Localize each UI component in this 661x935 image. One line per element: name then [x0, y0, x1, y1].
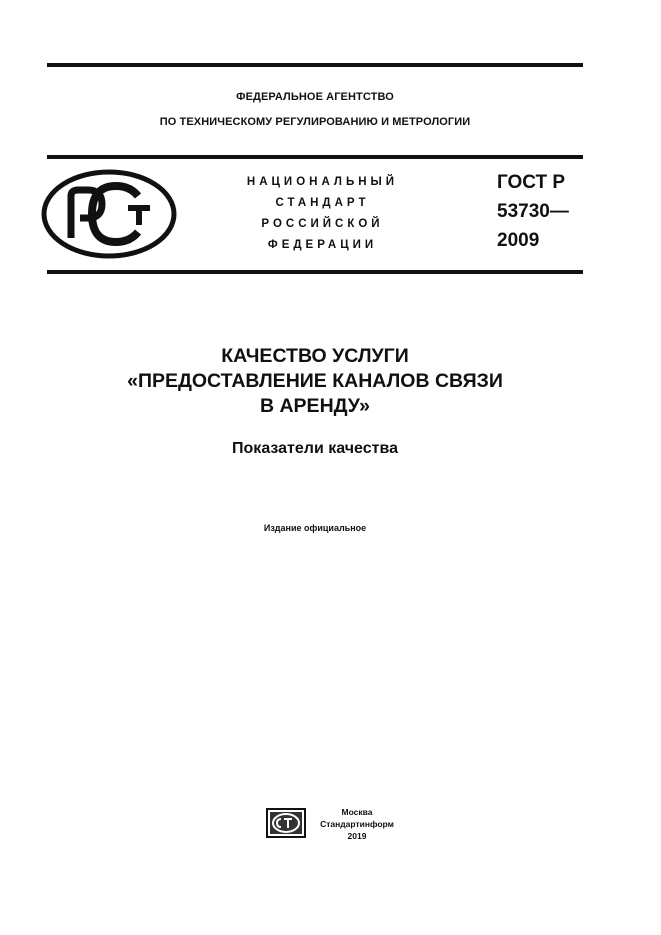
standard-line: ФЕДЕРАЦИИ [267, 239, 378, 251]
gost-line: 53730— [497, 201, 569, 222]
publication-year: 2019 [347, 831, 367, 841]
standard-line: РОССИЙСКОЙ [261, 218, 384, 230]
top-divider [47, 63, 583, 67]
header-divider [47, 155, 583, 159]
standard-designation [220, 172, 425, 256]
standard-divider [47, 270, 583, 274]
title-line: «ПРЕДОСТАВЛЕНИЕ КАНАЛОВ СВЯЗИ [127, 370, 503, 392]
publisher-city: Москва [341, 807, 373, 817]
gost-line: ГОСТ Р [497, 172, 566, 193]
standard-line: СТАНДАРТ [275, 197, 370, 209]
agency-line-1: ФЕДЕРАЛЬНОЕ АГЕНТСТВО [236, 91, 394, 103]
gost-number [497, 168, 569, 255]
title-line: КАЧЕСТВО УСЛУГИ [221, 345, 409, 367]
document-subtitle: Показатели качества [232, 440, 398, 457]
publisher-name: Стандартинформ [320, 819, 394, 829]
publisher-info [310, 806, 404, 842]
edition-note: Издание официальное [263, 523, 367, 533]
document-title [47, 344, 583, 419]
title-line: В АРЕНДУ» [259, 395, 371, 417]
standard-line: НАЦИОНАЛЬНЫЙ [246, 176, 399, 188]
gost-line: 2009 [497, 230, 540, 251]
standartinform-logo-icon [266, 808, 306, 838]
rst-certification-mark-icon [40, 168, 178, 260]
agency-line-2: ПО ТЕХНИЧЕСКОМУ РЕГУЛИРОВАНИЮ И МЕТРОЛОГИИ [159, 116, 471, 128]
